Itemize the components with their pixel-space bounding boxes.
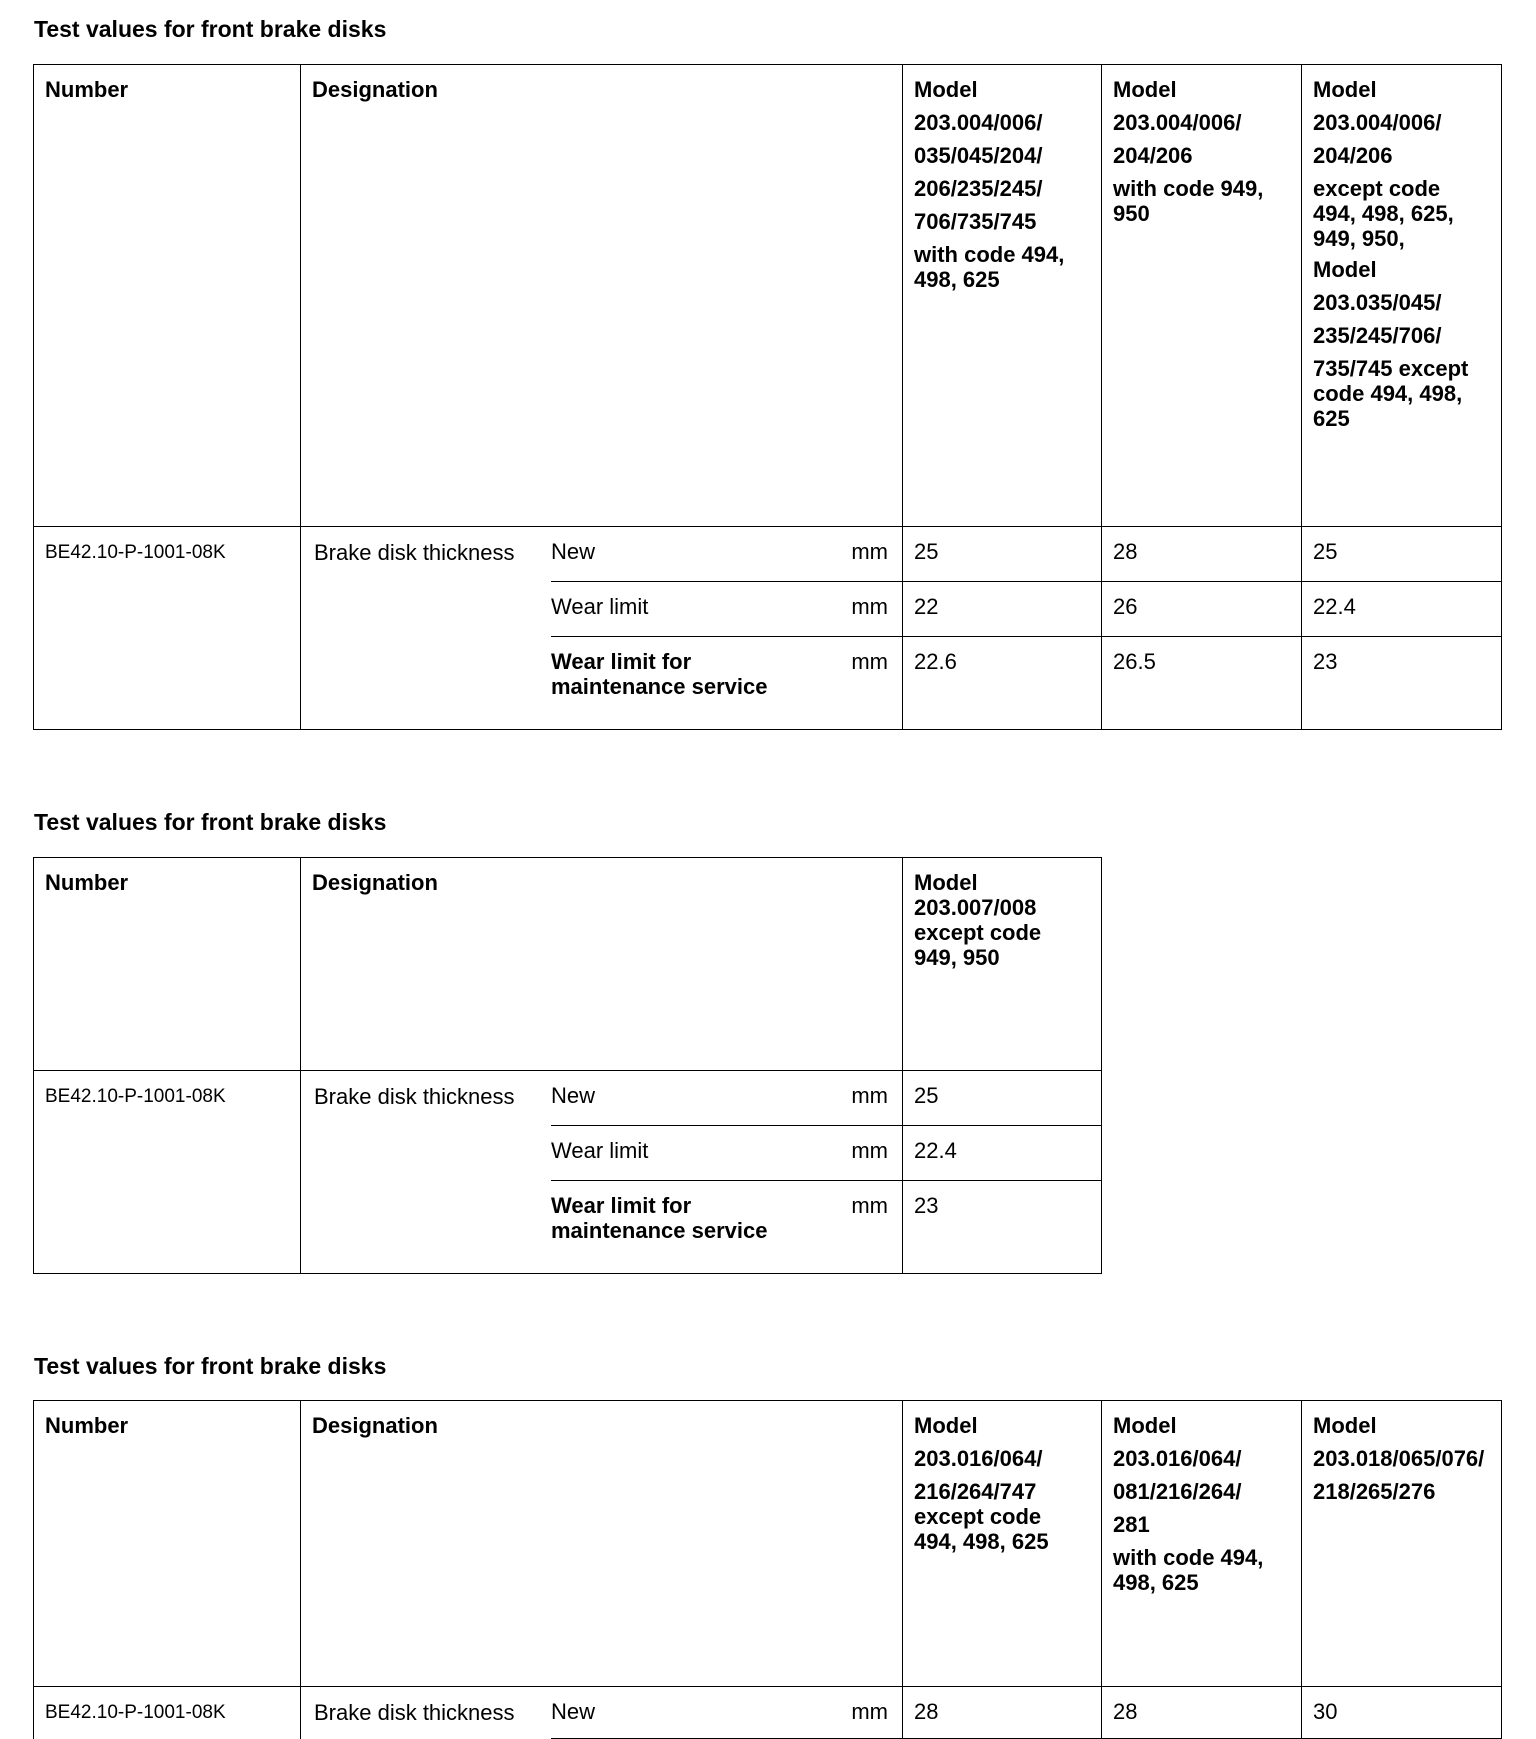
sub-row: New mm (551, 1687, 902, 1739)
header-row (34, 65, 1502, 527)
model-header: Model 203.004/006/ 035/045/204/ 206/235/245/ 706/735/745 with code 494, 498, 625 (903, 65, 1102, 527)
sub-row: Wear limit for maintenance service mm (551, 637, 902, 728)
value-cell: 28 (1102, 527, 1301, 582)
test-values-table-1 (33, 64, 1502, 730)
designation-name: Brake disk thickness (301, 1687, 551, 1739)
number-header: Number (34, 858, 301, 1071)
value-column (1102, 527, 1302, 730)
value-cell: 26.5 (1102, 637, 1301, 728)
value-column (903, 527, 1102, 730)
value-cell: 23 (903, 1181, 1101, 1272)
value-column (903, 1071, 1102, 1274)
header-row (34, 1401, 1502, 1687)
number-header: Number (34, 1401, 301, 1687)
designation-name: Brake disk thickness (301, 1071, 551, 1272)
designation-header: Designation (301, 858, 903, 1071)
section-title: Test values for front brake disks (34, 16, 386, 42)
number-cell: BE42.10-P-1001-08K (34, 1071, 301, 1274)
number-cell: BE42.10-P-1001-08K (34, 1687, 301, 1739)
header-row (34, 858, 1102, 1071)
value-column (1302, 1687, 1502, 1739)
data-row (34, 1071, 1102, 1274)
value-cell: 30 (1302, 1687, 1501, 1739)
section-title: Test values for front brake disks (34, 1353, 386, 1379)
value-column (903, 1687, 1102, 1739)
designation-cell (301, 1071, 903, 1274)
sub-row: Wear limit for maintenance service mm (551, 1181, 902, 1272)
model-header: Model 203.004/006/ 204/206 with code 949, 950 (1102, 65, 1302, 527)
sub-row: Wear limit mm (551, 582, 902, 637)
designation-name: Brake disk thickness (301, 527, 551, 728)
model-header: Model 203.004/006/ 204/206 except code 494, 498, 625, 949, 950, Model 203.035/045/ 235/245/706/ 735/745 except code 494, 498, 625 (1302, 65, 1502, 527)
designation-cell (301, 527, 903, 730)
sub-row: New mm (551, 527, 902, 582)
model-header: Model 203.016/064/ 081/216/264/ 281 with code 494, 498, 625 (1102, 1401, 1302, 1687)
value-cell: 22 (903, 582, 1101, 637)
value-cell: 22.4 (903, 1126, 1101, 1181)
data-row (34, 1687, 1502, 1739)
value-cell: 28 (1102, 1687, 1301, 1739)
data-row (34, 527, 1502, 730)
test-values-table-2 (33, 857, 1102, 1274)
value-cell: 23 (1302, 637, 1501, 728)
designation-header: Designation (301, 1401, 903, 1687)
sub-row: New mm (551, 1071, 902, 1126)
designation-header: Designation (301, 65, 903, 527)
value-cell: 26 (1102, 582, 1301, 637)
number-cell: BE42.10-P-1001-08K (34, 527, 301, 730)
value-cell: 22.4 (1302, 582, 1501, 637)
value-cell: 28 (903, 1687, 1101, 1739)
value-column (1102, 1687, 1302, 1739)
value-cell: 25 (1302, 527, 1501, 582)
value-column (1302, 527, 1502, 730)
value-cell: 25 (903, 1071, 1101, 1126)
section-title: Test values for front brake disks (34, 809, 386, 835)
value-cell: 22.6 (903, 637, 1101, 728)
model-header: Model 203.016/064/ 216/264/747 except code 494, 498, 625 (903, 1401, 1102, 1687)
sub-row: Wear limit mm (551, 1126, 902, 1181)
number-header: Number (34, 65, 301, 527)
test-values-table-3 (33, 1400, 1502, 1739)
model-header: Model 203.007/008 except code 949, 950 (903, 858, 1102, 1071)
designation-cell (301, 1687, 903, 1739)
value-cell: 25 (903, 527, 1101, 582)
model-header: Model 203.018/065/076/ 218/265/276 (1302, 1401, 1502, 1687)
